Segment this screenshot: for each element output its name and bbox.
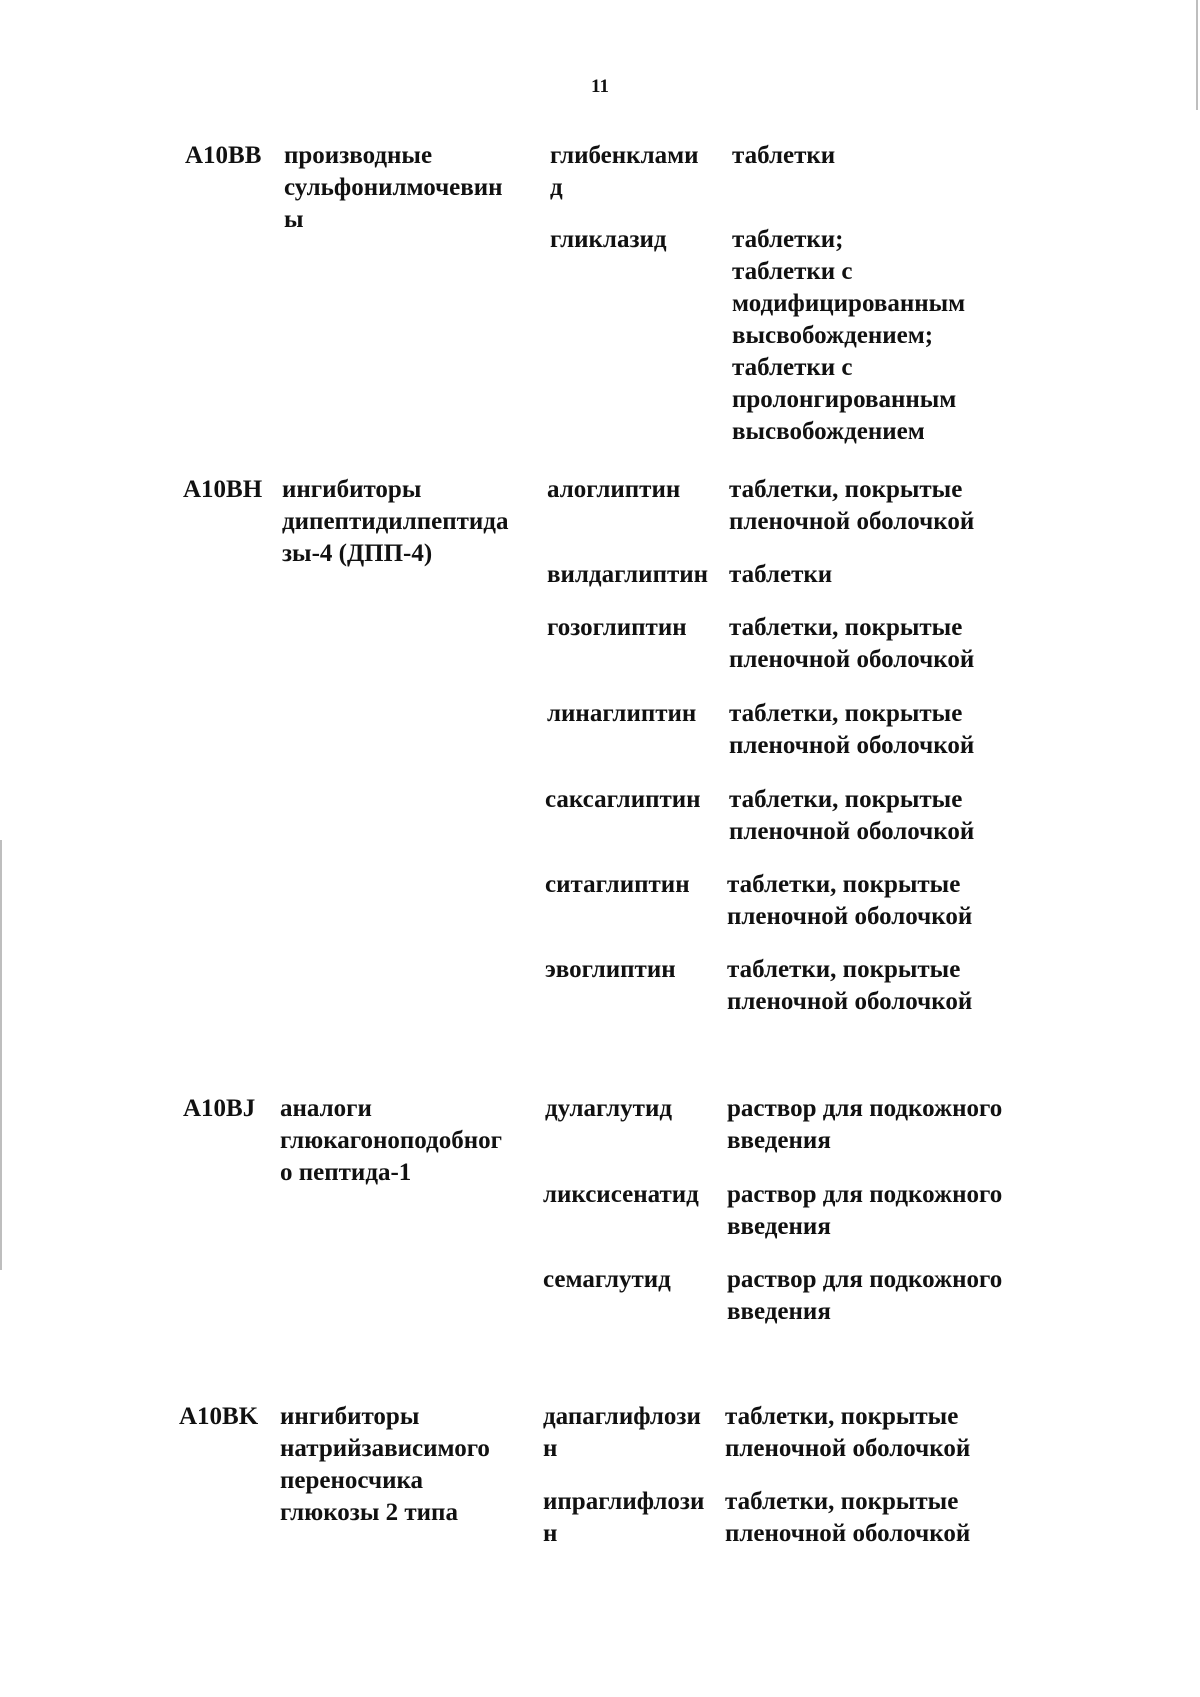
dosage-form-ipragliflozin <box>725 1486 970 1550</box>
dosage-form-linagliptin <box>729 698 974 762</box>
dosage-form-line: пленочной оболочкой <box>729 646 975 673</box>
drug-name-sitagliptin: ситаглиптин <box>545 871 690 898</box>
dosage-form-line: высвобождением <box>732 418 925 445</box>
dosage-form-line: пленочной оболочкой <box>729 732 975 759</box>
dosage-form-line: таблетки, покрытые <box>727 956 961 983</box>
drug-name-gliclazide <box>550 224 667 256</box>
atc-code-a10bh: A10BH <box>183 476 263 503</box>
drug-name-line: д <box>550 174 563 201</box>
atc-code-a10bk: A10BK <box>179 1403 259 1430</box>
dosage-form-semaglutide <box>727 1264 1002 1328</box>
dosage-form-line: модифицированным <box>732 290 966 317</box>
dosage-form-line: таблетки, покрытые <box>729 700 963 727</box>
group-name-line: ингибиторы <box>282 476 422 503</box>
atc-code-a10bb: A10BB <box>185 142 262 169</box>
drug-name-dulaglutide: дулаглутид <box>545 1095 672 1122</box>
dosage-form-sitagliptin <box>727 869 972 933</box>
group-name-a10bj <box>280 1093 502 1189</box>
drug-name-lixisenatide: ликсисенатид <box>543 1181 699 1208</box>
drug-name-gosogliptin: гозоглиптин <box>547 614 687 641</box>
group-name-line: ы <box>284 206 304 233</box>
dosage-form-line: таблетки, покрытые <box>729 786 963 813</box>
group-name-line: глюкагоноподобног <box>280 1127 502 1154</box>
drug-name-line: н <box>543 1435 558 1462</box>
dosage-form-line: таблетки, покрытые <box>729 614 963 641</box>
page-number: 11 <box>591 76 609 97</box>
drug-name-line: н <box>543 1520 558 1547</box>
group-name-line: переносчика <box>280 1467 424 1494</box>
dosage-form-gosogliptin <box>729 612 974 676</box>
group-name-line: зы-4 (ДПП-4) <box>282 540 433 567</box>
drug-name-line: ипраглифлози <box>543 1488 705 1515</box>
dosage-form-line: пленочной оболочкой <box>725 1520 971 1547</box>
dosage-form-line: пленочной оболочкой <box>725 1435 971 1462</box>
dosage-form-glibenclamide <box>732 140 835 172</box>
scan-edge-right <box>1196 0 1198 110</box>
dosage-form-vildagliptin: таблетки <box>729 561 833 588</box>
dosage-form-line: высвобождением; <box>732 322 934 349</box>
dosage-form-line: таблетки, покрытые <box>725 1403 959 1430</box>
drug-name-line: глибенклами <box>550 142 699 169</box>
dosage-form-gliclazide <box>732 224 965 448</box>
drug-name-line: гликлазид <box>550 226 667 253</box>
dosage-form-line: таблетки, покрытые <box>729 476 963 503</box>
dosage-form-lixisenatide <box>727 1179 1002 1243</box>
group-name-line: сульфонилмочевин <box>284 174 503 201</box>
group-name-line: о пептида-1 <box>280 1159 412 1186</box>
group-name-a10bh <box>282 474 508 570</box>
dosage-form-line: пленочной оболочкой <box>729 508 975 535</box>
dosage-form-line: таблетки, покрытые <box>727 871 961 898</box>
group-name-line: глюкозы 2 типа <box>280 1499 458 1526</box>
group-name-line: ингибиторы <box>280 1403 420 1430</box>
dosage-form-line: таблетки, покрытые <box>725 1488 959 1515</box>
group-name-a10bk <box>280 1401 490 1529</box>
drug-name-evogliptin: эвоглиптин <box>545 956 676 983</box>
dosage-form-line: раствор для подкожного <box>727 1095 1003 1122</box>
group-name-line: производные <box>284 142 433 169</box>
drug-name-semaglutide: семаглутид <box>543 1266 671 1293</box>
dosage-form-line: пролонгированным <box>732 386 957 413</box>
dosage-form-evogliptin <box>727 954 972 1018</box>
drug-name-vildagliptin: вилдаглиптин <box>547 561 709 588</box>
dosage-form-dulaglutide <box>727 1093 1002 1157</box>
group-name-line: дипептидилпептида <box>282 508 509 535</box>
dosage-form-dapagliflozin <box>725 1401 970 1465</box>
scan-edge-left <box>0 840 2 1270</box>
dosage-form-line: раствор для подкожного <box>727 1181 1003 1208</box>
drug-name-alogliptin: алоглиптин <box>547 476 681 503</box>
drug-name-ipragliflozin <box>543 1486 704 1550</box>
dosage-form-line: таблетки с <box>732 354 853 381</box>
drug-name-glibenclamide <box>550 140 699 204</box>
dosage-form-line: таблетки; <box>732 226 844 253</box>
dosage-form-line: раствор для подкожного <box>727 1266 1003 1293</box>
group-name-line: аналоги <box>280 1095 372 1122</box>
dosage-form-alogliptin <box>729 474 974 538</box>
group-name-line: натрийзависимого <box>280 1435 490 1462</box>
drug-name-linagliptin: линаглиптин <box>547 700 697 727</box>
dosage-form-line: пленочной оболочкой <box>727 903 973 930</box>
drug-name-line: дапаглифлози <box>543 1403 701 1430</box>
dosage-form-line: введения <box>727 1127 831 1154</box>
dosage-form-saxagliptin <box>729 784 974 848</box>
dosage-form-line: таблетки с <box>732 258 853 285</box>
atc-code-a10bj: A10BJ <box>183 1095 256 1122</box>
dosage-form-line: пленочной оболочкой <box>727 988 973 1015</box>
dosage-form-line: введения <box>727 1213 831 1240</box>
dosage-form-line: таблетки <box>732 142 836 169</box>
dosage-form-line: пленочной оболочкой <box>729 818 975 845</box>
group-name-a10bb <box>284 140 503 236</box>
drug-name-saxagliptin: саксаглиптин <box>545 786 701 813</box>
drug-name-dapagliflozin <box>543 1401 701 1465</box>
dosage-form-line: введения <box>727 1298 831 1325</box>
